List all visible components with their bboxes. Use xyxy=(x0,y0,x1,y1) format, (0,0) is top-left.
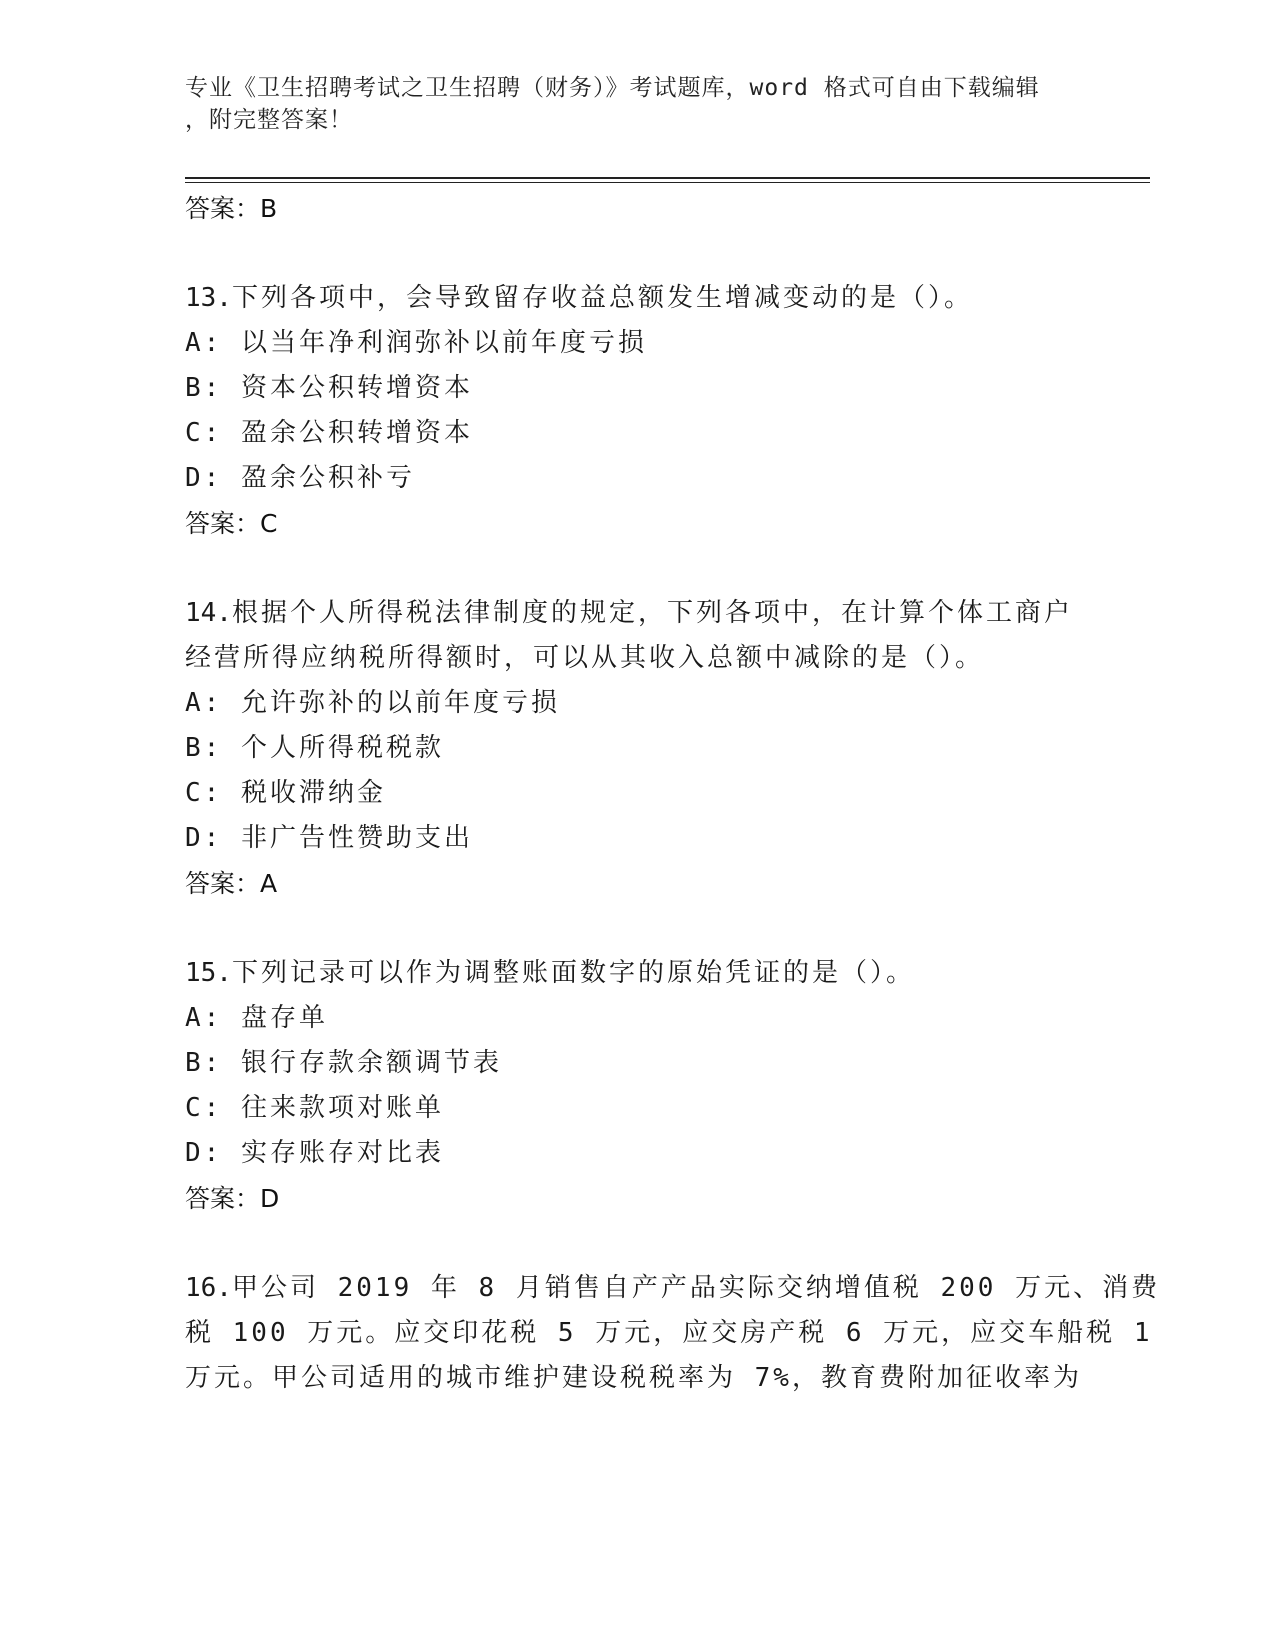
question-stem-text: 下列记录可以作为调整账面数字的原始凭证的是（）。 xyxy=(231,958,915,988)
question-block xyxy=(185,591,1105,906)
option-c: C: 往来款项对账单 xyxy=(185,1093,444,1123)
answer-line: 答案：A xyxy=(185,869,278,898)
header-line-2: ，附完整答案！ xyxy=(185,107,353,133)
header-line-1: 专业《卫生招聘考试之卫生招聘（财务）》考试题库，word 格式可自由下载编辑 xyxy=(185,75,1040,101)
header-divider-thick xyxy=(185,177,1150,179)
option-b: B: 个人所得税税款 xyxy=(185,733,444,763)
question-stem xyxy=(185,276,1105,321)
answer-line: 答案：D xyxy=(185,1184,280,1213)
answer-line: 答案：B xyxy=(185,194,278,223)
question-stem-text: 下列各项中，会导致留存收益总额发生增减变动的是（）。 xyxy=(231,283,973,313)
question-number: 16. xyxy=(185,1273,232,1303)
question-stem-continuation: 万元。甲公司适用的城市维护建设税税率为 7%，教育费附加征收率为 xyxy=(185,1363,1082,1393)
question-stem-continuation: 经营所得应纳税所得额时，可以从其收入总额中减除的是（）。 xyxy=(185,643,985,673)
question-block xyxy=(185,1266,1161,1401)
question-number: 14. xyxy=(185,598,232,628)
option-d: D: 非广告性赞助支出 xyxy=(185,823,473,853)
question-block xyxy=(185,951,1105,1221)
question-stem xyxy=(185,591,1105,636)
answer-line: 答案：C xyxy=(185,509,278,538)
option-b: B: 资本公积转增资本 xyxy=(185,373,473,403)
question-stem xyxy=(185,951,1105,996)
question-stem-text: 甲公司 2019 年 8 月销售自产产品实际交纳增值税 200 万元、消费 xyxy=(231,1273,1161,1303)
option-a: A: 允许弥补的以前年度亏损 xyxy=(185,688,560,718)
document-header xyxy=(185,72,1065,136)
option-d: D: 盈余公积补亏 xyxy=(185,463,415,493)
option-b: B: 银行存款余额调节表 xyxy=(185,1048,502,1078)
header-divider-thin xyxy=(185,182,1150,183)
question-list xyxy=(185,186,1161,1401)
question-number: 15. xyxy=(185,958,232,988)
option-c: C: 税收滞纳金 xyxy=(185,778,386,808)
question-stem-text: 根据个人所得税法律制度的规定，下列各项中，在计算个体工商户 xyxy=(231,598,1073,628)
option-a: A: 盘存单 xyxy=(185,1003,328,1033)
option-a: A: 以当年净利润弥补以前年度亏损 xyxy=(185,328,647,358)
option-c: C: 盈余公积转增资本 xyxy=(185,418,473,448)
question-stem-continuation: 税 100 万元。应交印花税 5 万元，应交房产税 6 万元，应交车船税 1 xyxy=(185,1318,1153,1348)
question-stem xyxy=(185,1266,1161,1311)
question-number: 13. xyxy=(185,283,232,313)
option-d: D: 实存账存对比表 xyxy=(185,1138,444,1168)
question-block xyxy=(185,276,1105,546)
